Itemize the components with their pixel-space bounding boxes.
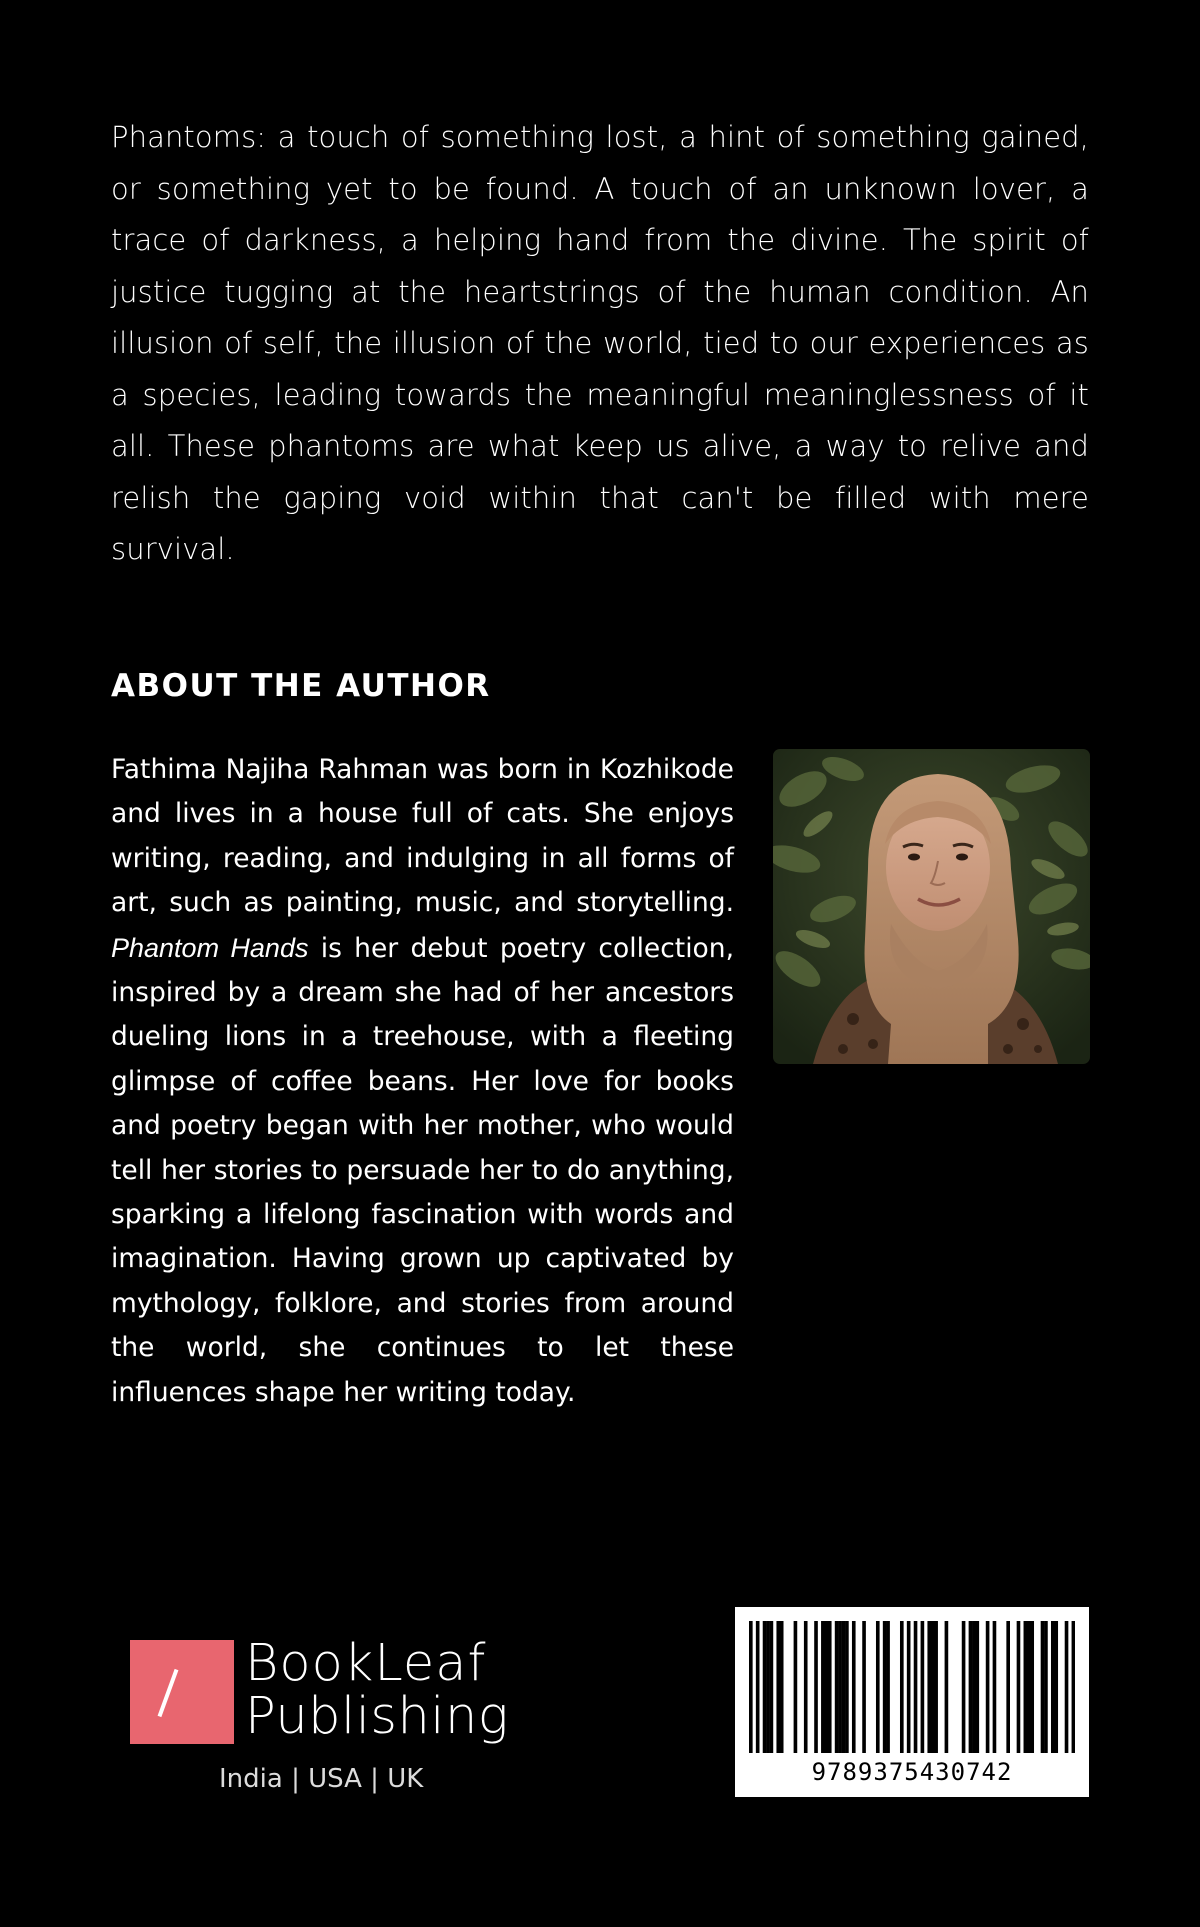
publisher-locations: India | USA | UK xyxy=(219,1764,424,1794)
barcode-bar xyxy=(1051,1621,1055,1753)
barcode-bar xyxy=(838,1621,842,1753)
barcode-bar xyxy=(972,1621,976,1753)
isbn-number: 9789375430742 xyxy=(811,1758,1013,1786)
barcode-bar xyxy=(842,1621,846,1753)
barcode-bar xyxy=(776,1621,780,1753)
publisher-logo-mark xyxy=(130,1640,234,1744)
barcode-bar xyxy=(862,1621,866,1753)
barcode-bar xyxy=(907,1621,911,1753)
barcode-bar xyxy=(1030,1621,1034,1753)
barcode-bar xyxy=(763,1621,767,1753)
barcode-bar xyxy=(900,1621,904,1753)
barcode-bar xyxy=(756,1621,760,1753)
barcode-bar xyxy=(828,1621,832,1753)
barcode-bar xyxy=(934,1621,938,1753)
barcode-bar xyxy=(835,1621,839,1753)
barcode-bar xyxy=(804,1621,808,1753)
barcode-bar xyxy=(770,1621,774,1753)
slash-icon xyxy=(158,1669,179,1717)
barcode-bar xyxy=(969,1621,973,1753)
barcode-bar xyxy=(824,1621,828,1753)
author-bio-part-1: Fathima Najiha Rahman was born in Kozhikode and lives in a house full of cats. She enjoys writing, reading, and indulging in all forms of art, such as painting, music, and storytelling. xyxy=(111,754,734,919)
author-photo xyxy=(773,749,1090,1064)
barcode-bar xyxy=(993,1621,997,1753)
barcode-bar xyxy=(845,1621,849,1753)
barcode-bar xyxy=(1044,1621,1048,1753)
author-bio xyxy=(111,748,734,1415)
barcode-bar xyxy=(1017,1621,1021,1753)
barcode-bar xyxy=(821,1621,825,1753)
barcode-bar xyxy=(780,1621,784,1753)
barcode-bar xyxy=(876,1621,880,1753)
publisher-name-line-2: Publishing xyxy=(245,1687,509,1746)
barcode-bars xyxy=(749,1621,1075,1753)
barcode-bar xyxy=(1041,1621,1045,1753)
barcode-bar xyxy=(794,1621,798,1753)
barcode-bar xyxy=(927,1621,931,1753)
barcode-bar xyxy=(1065,1621,1069,1753)
barcode-bar xyxy=(1006,1621,1010,1753)
barcode-bar xyxy=(814,1621,818,1753)
publisher-logo xyxy=(130,1636,510,1766)
back-cover-blurb: Phantoms: a touch of something lost, a hint of something gained, or something yet to be found. A touch of an unknown lover, a trace of darkness, a helping hand from the divine. The spirit of justice tugging at the heartstrings of the human condition. An illusion of self, the illusion of the world, tied to our experiences as a species, leading towards the meaningful meaninglessness of it all. These phantoms are what keep us alive, a way to relive and relish the gaping void within that can't be filled with mere survival. xyxy=(111,120,1089,566)
barcode-bar xyxy=(1072,1621,1075,1753)
barcode-bar xyxy=(766,1621,770,1753)
barcode-bar xyxy=(1054,1621,1058,1753)
barcode-bar xyxy=(945,1621,949,1753)
barcode-bar xyxy=(914,1621,918,1753)
about-author-heading: ABOUT THE AUTHOR xyxy=(111,668,491,704)
barcode-bar xyxy=(931,1621,935,1753)
isbn-barcode xyxy=(735,1607,1089,1797)
barcode-bar xyxy=(962,1621,966,1753)
barcode-bar xyxy=(886,1621,890,1753)
barcode-bar xyxy=(975,1621,979,1753)
barcode-bar xyxy=(852,1621,856,1753)
publisher-name-line-1: BookLeaf xyxy=(245,1634,487,1693)
barcode-bar xyxy=(921,1621,925,1753)
barcode-bar xyxy=(986,1621,990,1753)
barcode-bar xyxy=(1024,1621,1028,1753)
barcode-bar xyxy=(883,1621,887,1753)
barcode-bar xyxy=(1027,1621,1031,1753)
author-bio-part-2: is her debut poetry collection, inspired by a dream she had of her ancestors dueling lions in a treehouse, with a fleeting glimpse of coffee beans. Her love for books and poetry began with her mother, who would tell her stories to persuade her to do anything, sparking a lifelong fascination with words and imagination. Having grown up captivated by mythology, folklore, and stories from around the world, she continues to let these influences shape her writing today. xyxy=(111,932,734,1408)
barcode-bar xyxy=(749,1621,753,1753)
book-title: Phantom Hands xyxy=(111,932,309,963)
